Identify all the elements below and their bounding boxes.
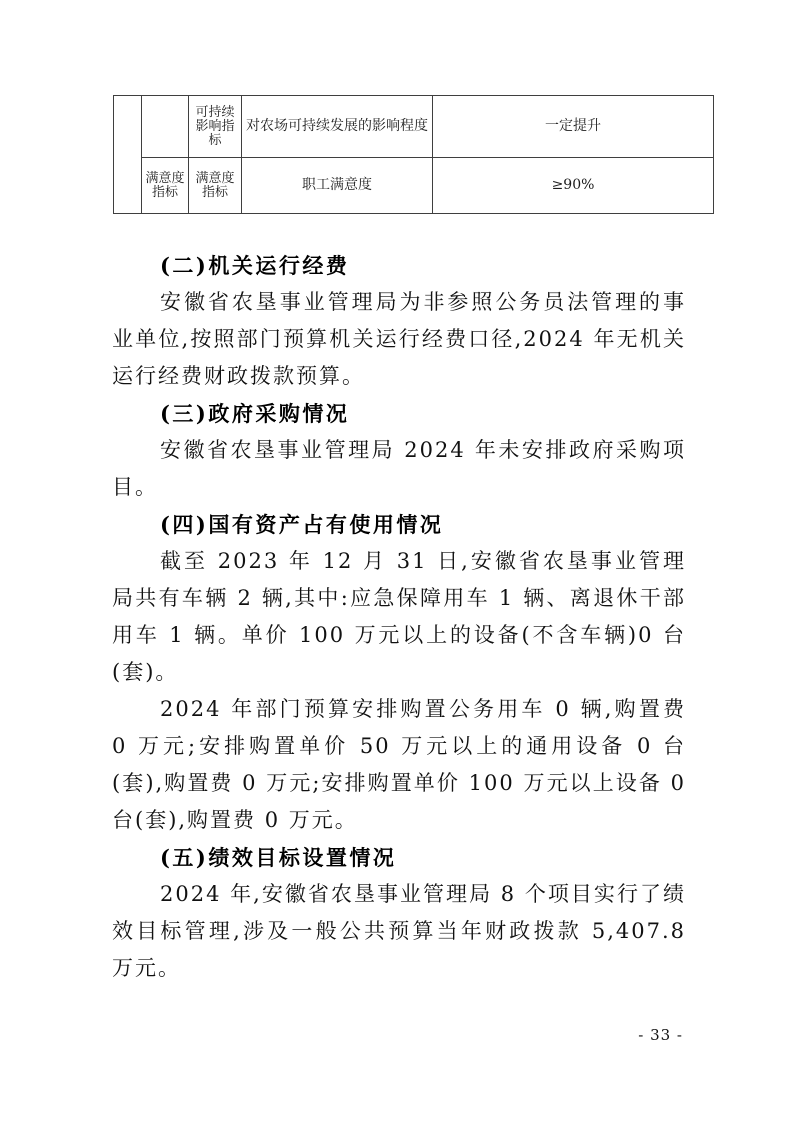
- table-cell-value: ≥90%: [433, 158, 714, 214]
- document-body: [112, 247, 686, 987]
- section-heading-4: (四)国有资产占有使用情况: [160, 512, 444, 537]
- section-paragraph: 截至 2023 年 12 月 31 日,安徽省农垦事业管理局共有车辆 2 辆,其中:应急保障用车 1 辆、离退休干部用车 1 辆。单价 100 万元以上的设备(不含车辆)0 台(套)。: [112, 549, 686, 684]
- section-paragraph: 2024 年部门预算安排购置公务用车 0 辆,购置费 0 万元;安排购置单价 50 万元以上的通用设备 0 台(套),购置费 0 万元;安排购置单价 100 万元以上设备 0 台(套),购置费 0 万元。: [112, 697, 686, 832]
- section-heading-5: (五)绩效目标设置情况: [160, 845, 397, 870]
- table-cell-category: [114, 96, 142, 214]
- section-paragraph: 2024 年,安徽省农垦事业管理局 8 个项目实行了绩效目标管理,涉及一般公共预算当年财政拨款 5,407.8 万元。: [112, 882, 686, 980]
- table-cell-subcategory-1: [142, 96, 189, 158]
- page-number: - 33 -: [638, 1026, 683, 1044]
- section-paragraph: 安徽省农垦事业管理局为非参照公务员法管理的事业单位,按照部门预算机关运行经费口径,2024 年无机关运行经费财政拨款预算。: [112, 290, 686, 388]
- table-cell-subcategory-1: 满意度指标: [142, 158, 189, 214]
- table-cell-subcategory-2: 可持续影响指标: [189, 96, 242, 158]
- table-row: [114, 96, 714, 158]
- section-heading-3: (三)政府采购情况: [160, 401, 350, 426]
- table-row: [114, 158, 714, 214]
- table-cell-subcategory-2: 满意度指标: [189, 158, 242, 214]
- section-heading-2: (二)机关运行经费: [160, 253, 350, 278]
- table-cell-indicator: 对农场可持续发展的影响程度: [242, 96, 433, 158]
- table-cell-value: 一定提升: [433, 96, 714, 158]
- performance-indicator-table: [113, 95, 714, 214]
- section-paragraph: 安徽省农垦事业管理局 2024 年未安排政府采购项目。: [112, 438, 686, 499]
- table-cell-indicator: 职工满意度: [242, 158, 433, 214]
